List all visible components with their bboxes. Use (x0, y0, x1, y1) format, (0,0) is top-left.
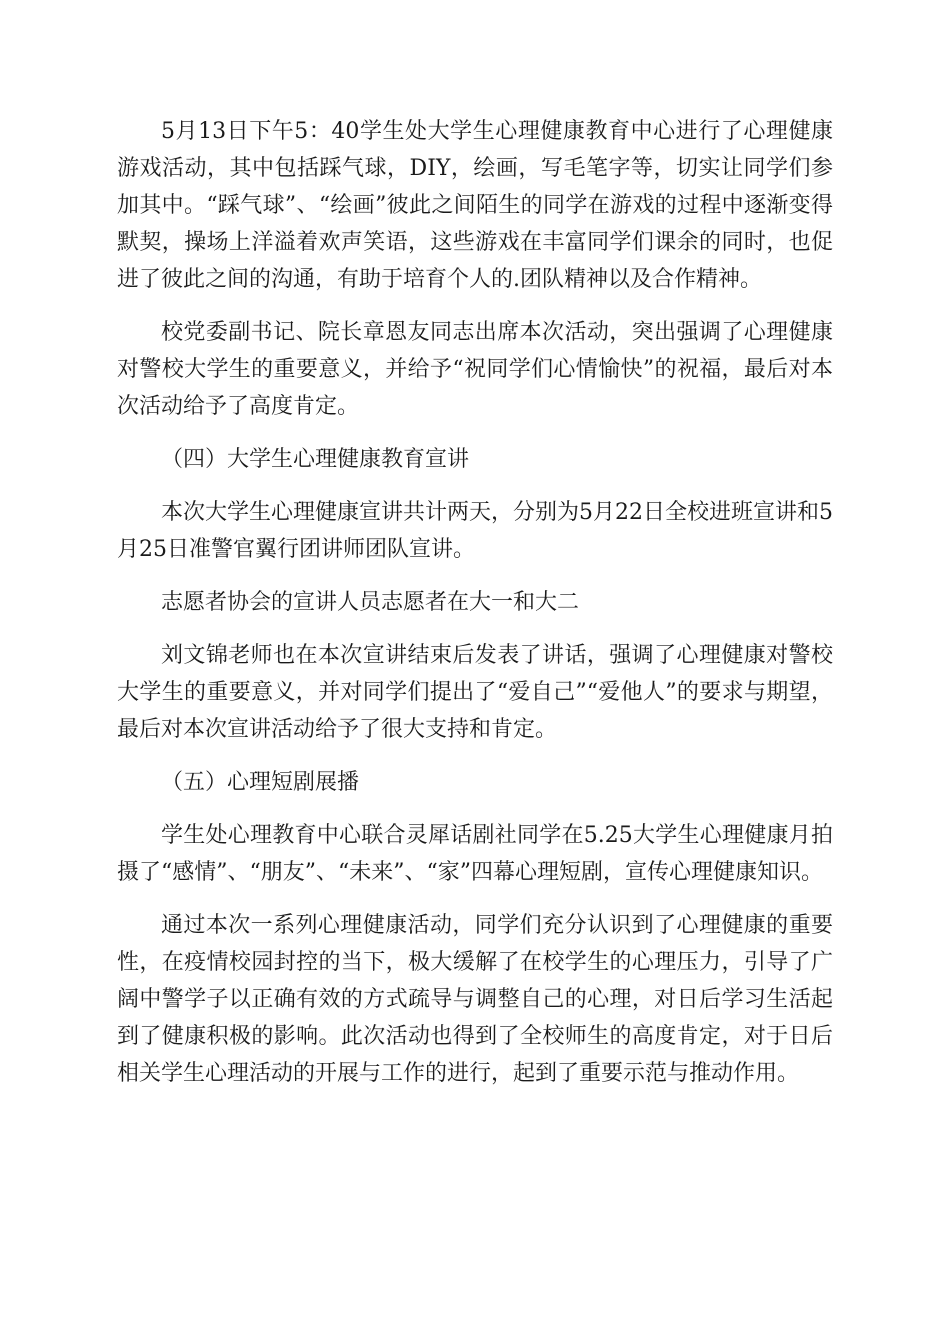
document-body (117, 113, 833, 1108)
paragraph-teacher-speech: 刘文锦老师也在本次宣讲结束后发表了讲话，强调了心理健康对警校大学生的重要意义，并对同学们提出了“爱自己”“爱他人”的要求与期望，最后对本次宣讲活动给予了很大支持和肯定。 (117, 643, 833, 742)
paragraph-volunteers: 志愿者协会的宣讲人员志愿者在大一和大二 (161, 590, 580, 615)
paragraph-game-activity: 5月13日下午5：40学生处大学生心理健康教育中心进行了心理健康游戏活动，其中包括踩气球，DIY，绘画，写毛笔字等，切实让同学们参加其中。“踩气球”、“绘画”彼此之间陌生的同学在游戏的过程中逐渐变得默契，操场上洋溢着欢声笑语，这些游戏在丰富同学们课余的同时，也促进了彼此之间的沟通，有助于培育个人的.团队精神以及合作精神。 (117, 119, 833, 292)
paragraph-vice-secretary: 校党委副书记、院长章恩友同志出席本次活动，突出强调了心理健康对警校大学生的重要意义，并给予“祝同学们心情愉快”的祝福，最后对本次活动给予了高度肯定。 (117, 320, 833, 419)
section-heading-5: （五）心理短剧展播 (161, 770, 360, 795)
paragraph-short-drama: 学生处心理教育中心联合灵犀话剧社同学在5.25大学生心理健康月拍摄了“感情”、“朋友”、“未来”、“家”四幕心理短剧，宣传心理健康知识。 (117, 823, 833, 885)
section-heading-4: （四）大学生心理健康教育宣讲 (161, 447, 470, 472)
paragraph-lecture-schedule: 本次大学生心理健康宣讲共计两天，分别为5月22日全校进班宣讲和5月25日准警官翼行团讲师团队宣讲。 (117, 500, 833, 562)
paragraph-conclusion: 通过本次一系列心理健康活动，同学们充分认识到了心理健康的重要性，在疫情校园封控的当下，极大缓解了在校学生的心理压力，引导了广阔中警学子以正确有效的方式疏导与调整自己的心理，对日后学习生活起到了健康积极的影响。此次活动也得到了全校师生的高度肯定，对于日后相关学生心理活动的开展与工作的进行，起到了重要示范与推动作用。 (117, 913, 833, 1086)
